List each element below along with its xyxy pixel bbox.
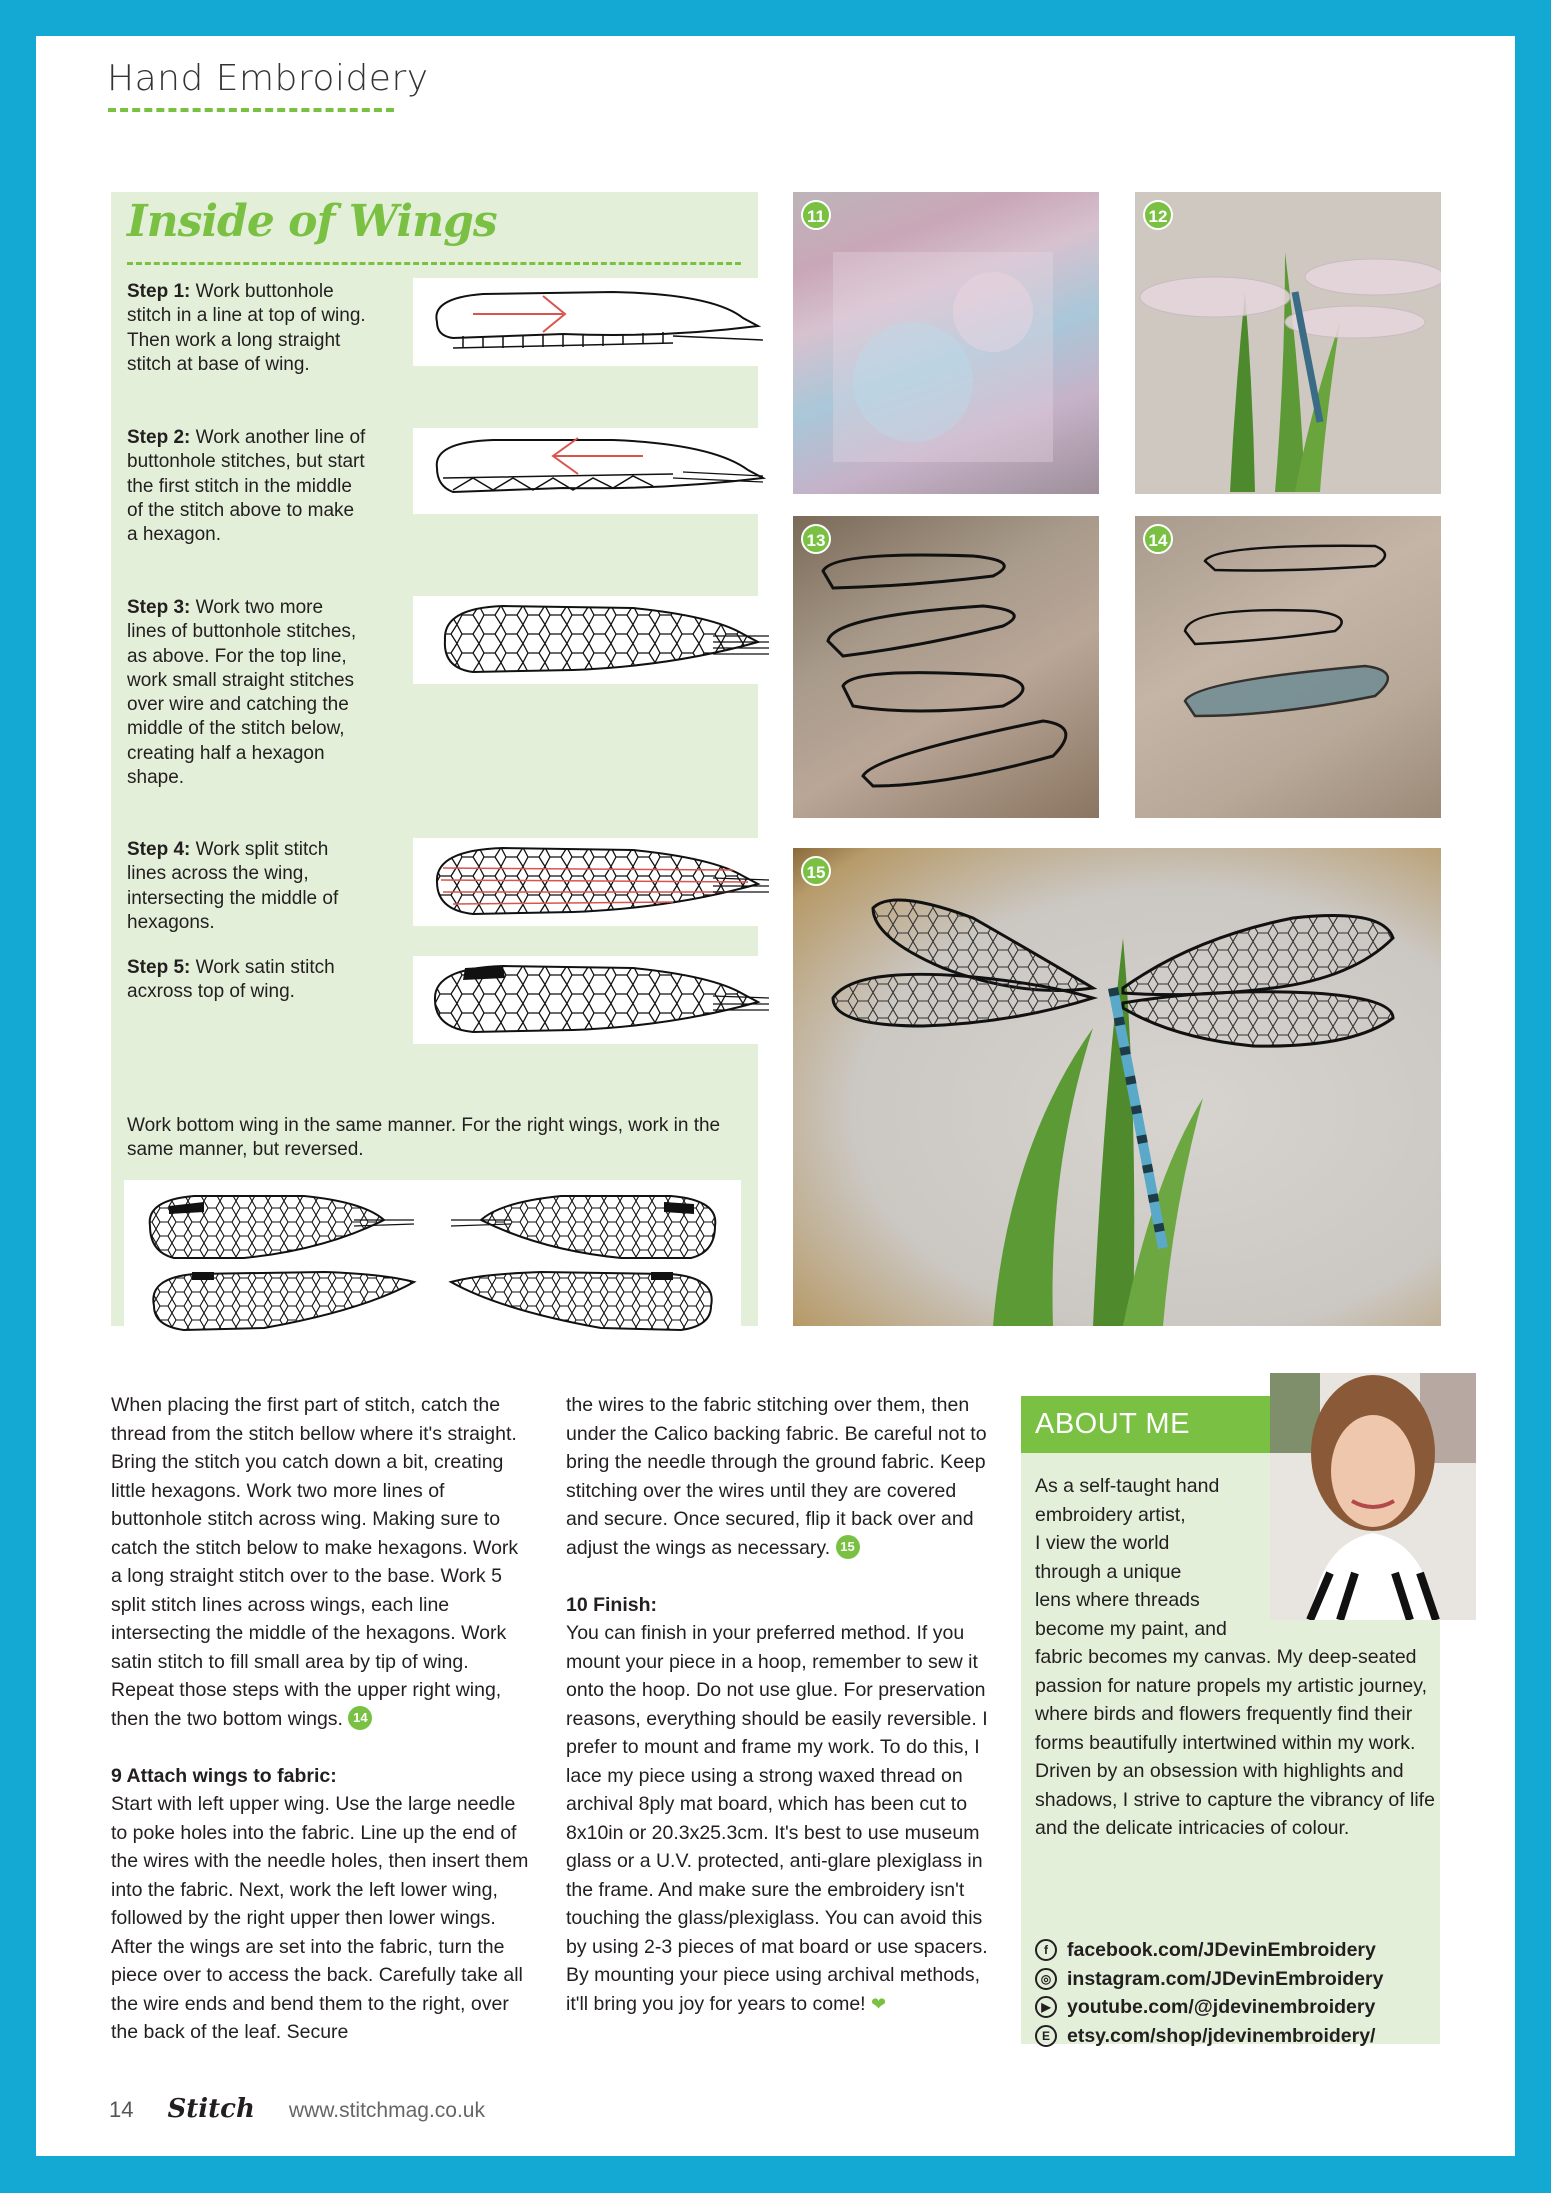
step-2-text: Work another line of buttonhole stitches, but start the first stitch in the middle of the stitch above to make a hexagon. xyxy=(127,427,366,546)
about-heading: ABOUT ME xyxy=(1021,1396,1270,1453)
step-4-label: Step 4: xyxy=(127,839,191,860)
subheading: 10 Finish: xyxy=(566,1593,658,1616)
body-column-2 xyxy=(566,1391,991,2047)
step-3 xyxy=(127,596,367,790)
step-2 xyxy=(127,426,367,547)
photo-number-badge: 13 xyxy=(801,524,831,554)
about-line: through a unique xyxy=(1035,1560,1182,1583)
step-2-diagram xyxy=(413,428,776,514)
step-2-label: Step 2: xyxy=(127,427,191,448)
photo-number-badge: 11 xyxy=(801,200,831,230)
heart-icon: ❤ xyxy=(871,1993,887,2014)
step-5-text: Work satin stitch acxross top of wing. xyxy=(127,957,335,1003)
subheading: 9 Attach wings to fabric: xyxy=(111,1764,337,1787)
footer-url[interactable]: www.stitchmag.co.uk xyxy=(288,2099,485,2122)
social-link-etsy[interactable]: E etsy.com/shop/jdevinembroidery/ xyxy=(1035,2022,1383,2051)
about-line: As a self-taught hand xyxy=(1035,1475,1220,1497)
step-3-label: Step 3: xyxy=(127,597,191,618)
step-3-text: Work two more lines of buttonhole stitches, as above. For the top line, work small straight stitches over wire and catching the middle of the stitch below, creating half a hexagon shape. xyxy=(127,597,357,789)
social-link-facebook[interactable]: f facebook.com/JDevinEmbroidery xyxy=(1035,1936,1383,1965)
step-1-label: Step 1: xyxy=(127,281,191,302)
section-title: Hand Embroidery xyxy=(107,58,429,99)
page-number: 14 xyxy=(109,2097,134,2122)
step-1-diagram xyxy=(413,278,776,366)
four-wings-diagram xyxy=(124,1180,741,1342)
social-link-youtube[interactable]: ▶ youtube.com/@jdevinembroidery xyxy=(1035,1993,1383,2022)
about-line: lens where threads xyxy=(1035,1589,1200,1611)
about-line: become my paint, and xyxy=(1035,1617,1227,1640)
step-5-label: Step 5: xyxy=(127,957,191,978)
panel-title-underline xyxy=(127,262,741,265)
paragraph: You can finish in your preferred method. If you mount your piece in a hoop, remember to sew it onto the hoop. Do not use glue. For preservation reasons, everything should be easily reversible. I prefer to mount and frame my work. To do this, I lace my piece using a strong waxed thread on archival 8ply mat board, which has been cut to 8x10in or 20.3x25.3cm. It's best to use museum glass or a U.V. protected, anti-glare plexiglass in the frame. And make sure the embroidery isn't touching the glass/plexiglass. You can avoid this by using 2-3 pieces of mat board or use spacers. By mounting your piece using archival methods, it'll bring you joy for years to come! ❤ xyxy=(566,1622,988,2015)
instagram-icon: ◎ xyxy=(1035,1968,1057,1990)
photo-15-finished-dragonfly xyxy=(793,848,1441,1326)
body-column-1 xyxy=(111,1391,531,2075)
step-5 xyxy=(127,956,367,1005)
author-portrait xyxy=(1270,1373,1476,1620)
step-3-diagram xyxy=(413,596,776,684)
photo-reference-badge: 14 xyxy=(348,1706,372,1730)
section-title-underline xyxy=(108,108,394,112)
step-5-diagram xyxy=(413,956,776,1044)
magazine-page xyxy=(36,36,1515,2156)
page-footer xyxy=(109,2094,485,2124)
photo-number-badge: 14 xyxy=(1143,524,1173,554)
step-4-text: Work split stitch lines across the wing, intersecting the middle of hexagons. xyxy=(127,839,339,933)
about-line: I view the world xyxy=(1035,1532,1170,1554)
photo-13-wing-outlines xyxy=(793,516,1099,818)
photo-number-badge: 15 xyxy=(801,856,831,886)
social-links xyxy=(1035,1936,1383,2050)
paragraph: When placing the first part of stitch, catch the thread from the stitch bellow where it's straight. Bring the stitch you catch down a bit, creating little hexagons. Work two more lines of buttonhole stitch across wing. Making sure to catch the stitch below to make hexagons. Work a long straight stitch over to the base. Work 5 split stitch lines across wings, each line intersecting the middle of the hexagons. Work satin stitch to fill small area by tip of wing. Repeat those steps with the upper right wing, then the two bottom wings. 14 xyxy=(111,1394,519,1730)
photo-number-badge: 12 xyxy=(1143,200,1173,230)
bottom-wing-note: Work bottom wing in the same manner. For the right wings, work in the same manner, but reversed. xyxy=(127,1115,721,1161)
paragraph: Start with left upper wing. Use the large needle to poke holes into the fabric. Line up the end of the wires with the needle holes, then insert them into the fabric. Next, work the left lower wing, followed by the right upper then lower wings. After the wings are set into the fabric, turn the piece over to access the back. Carefully take all the wire ends and bend them to the right, over the back of the leaf. Secure xyxy=(111,1793,529,2043)
etsy-icon: E xyxy=(1035,2025,1057,2047)
about-rest: fabric becomes my canvas. My deep-seated passion for nature propels my artistic journey, where birds and flowers frequently find their forms beautifully intertwined within my work. Driven by an obsession with highlights and shadows, I strive to capture the vibrancy of life and the delicate intricacies of colour. xyxy=(1035,1646,1435,1839)
about-line: embroidery artist, xyxy=(1035,1503,1186,1526)
paragraph: the wires to the fabric stitching over them, then under the Calico backing fabric. Be careful not to bring the needle through the ground fabric. Keep stitching over the wires until they are covered and secure. Once secured, flip it back over and adjust the wings as necessary. 15 xyxy=(566,1394,987,1559)
facebook-icon: f xyxy=(1035,1939,1057,1961)
photo-14-hexagon-wings xyxy=(1135,516,1441,818)
panel-title: Inside of Wings xyxy=(127,196,497,247)
photo-11-iridescent-film xyxy=(793,192,1099,494)
step-1-text: Work buttonhole stitch in a line at top of wing. Then work a long straight stitch at base of wing. xyxy=(127,281,366,375)
social-link-instagram[interactable]: ◎ instagram.com/JDevinEmbroidery xyxy=(1035,1965,1383,1994)
inside-of-wings-panel xyxy=(111,192,758,1326)
step-1 xyxy=(127,280,367,377)
youtube-icon: ▶ xyxy=(1035,1996,1057,2018)
magazine-logo: Stitch xyxy=(167,2094,255,2124)
step-4-diagram xyxy=(413,838,776,926)
photo-12-wings-on-fabric xyxy=(1135,192,1441,494)
photo-reference-badge: 15 xyxy=(836,1535,860,1559)
step-4 xyxy=(127,838,367,935)
